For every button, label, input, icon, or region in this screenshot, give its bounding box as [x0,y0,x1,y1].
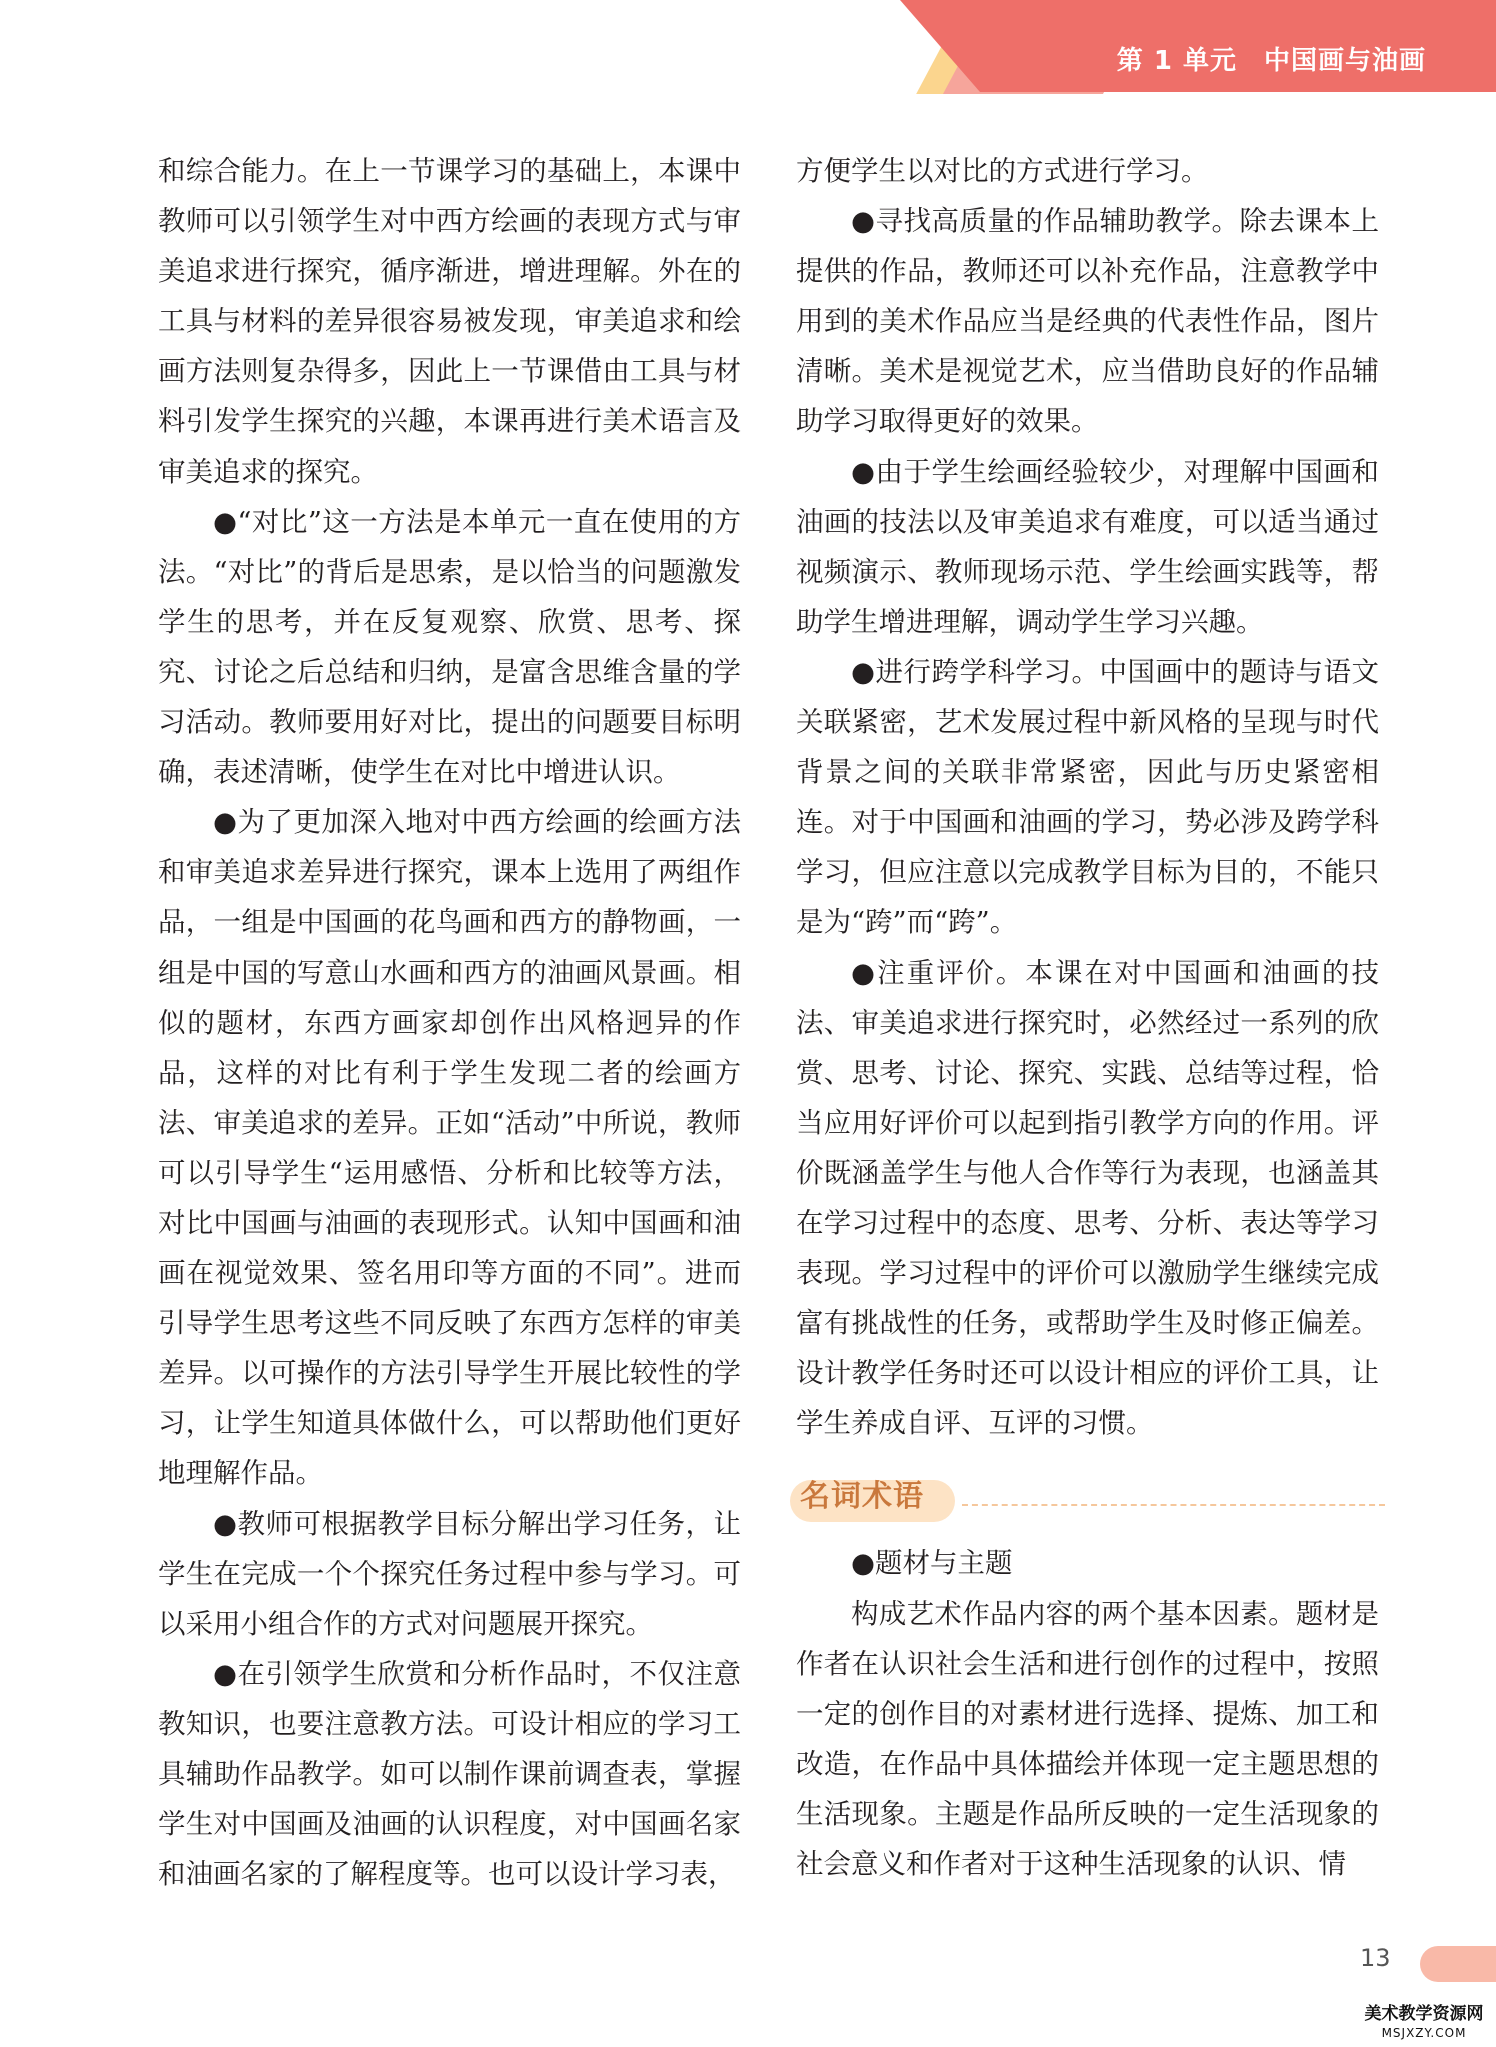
left-column [158,146,741,1899]
right-column [796,146,1379,1889]
watermark-url: MSJXZY.COM [1381,2026,1467,2040]
glossary-definition: 构成艺术作品内容的两个基本因素。题材是作者在认识社会生活和进行创作的过程中，按照一定的创作目的对素材进行选择、提炼、加工和改造，在作品中具体描绘并体现一定主题思想的生活现象。主题是作品所反映的一定生活现象的社会意义和作者对于这种生活现象的认识、情 [796,1597,1379,1880]
glossary-term: ●题材与主题 [851,1547,1013,1580]
unit-title: 第 1 单元 中国画与油画 [1116,46,1426,76]
paragraph: ●为了更加深入地对中西方绘画的绘画方法和审美追求差异进行探究，课本上选用了两组作品，一组是中国画的花鸟画和西方的静物画，一组是中国的写意山水画和西方的油画风景画。相似的题材，东西方画家却创作出风格迥异的作品，这样的对比有利于学生发现二者的绘画方法、审美追求的差异。正如“活动”中所说，教师可以引导学生“运用感悟、分析和比较等方法，对比中国画与油画的表现形式。认知中国画和油画在视觉效果、签名用印等方面的不同”。进而引导学生思考这些不同反映了东西方怎样的审美差异。以可操作的方法引导学生开展比较性的学习，让学生知道具体做什么，可以帮助他们更好地理解作品。 [158,806,741,1490]
paragraph: ●在引领学生欣赏和分析作品时，不仅注意教知识，也要注意教方法。可设计相应的学习工具辅助作品教学。如可以制作课前调查表，掌握学生对中国画及油画的认识程度，对中国画名家和油画名家的了解程度等。也可以设计学习表， [158,1657,741,1891]
glossary-heading [790,1474,1379,1524]
page-number: 13 [1360,1944,1391,1972]
paragraph: ●寻找高质量的作品辅助教学。除去课本上提供的作品，教师还可以补充作品，注意教学中用到的美术作品应当是经典的代表性作品，图片清晰。美术是视觉艺术，应当借助良好的作品辅助学习取得更好的效果。 [796,205,1379,438]
watermark-name: 美术教学资源网 [1364,2004,1484,2024]
paragraph: ●由于学生绘画经验较少，对理解中国画和油画的技法以及审美追求有难度，可以适当通过视频演示、教师现场示范、学生绘画实践等，帮助学生增进理解，调动学生学习兴趣。 [796,455,1379,638]
paragraph: ●注重评价。本课在对中国画和油画的技法、审美追求进行探究时，必然经过一系列的欣赏、思考、讨论、探究、实践、总结等过程，恰当应用好评价可以起到指引教学方向的作用。评价既涵盖学生与他人合作等行为表现，也涵盖其在学习过程中的态度、思考、分析、表达等学习表现。学习过程中的评价可以激励学生继续完成富有挑战性的任务，或帮助学生及时修正偏差。设计教学任务时还可以设计相应的评价工具，让学生养成自评、互评的习惯。 [796,956,1379,1440]
glossary-title: 名词术语 [800,1479,924,1515]
paragraph: ●教师可根据教学目标分解出学习任务，让学生在完成一个个探究任务过程中参与学习。可以采用小组合作的方式对问题展开探究。 [158,1507,741,1640]
paragraph: 方便学生以对比的方式进行学习。 [796,155,1209,187]
paragraph: ●进行跨学科学习。中国画中的题诗与语文关联紧密，艺术发展过程中新风格的呈现与时代背景之间的关联非常紧密，因此与历史紧密相连。对于中国画和油画的学习，势必涉及跨学科学习，但应注意以完成教学目标为目的，不能只是为“跨”而“跨”。 [796,655,1379,939]
glossary-divider [962,1504,1385,1506]
paragraph: 和综合能力。在上一节课学习的基础上，本课中教师可以引领学生对中西方绘画的表现方式与审美追求进行探究，循序渐进，增进理解。外在的工具与材料的差异很容易被发现，审美追求和绘画方法则复杂得多，因此上一节课借由工具与材料引发学生探究的兴趣，本课再进行美术语言及审美追求的探究。 [158,155,741,488]
watermark [1352,2006,1496,2039]
paragraph: ●“对比”这一方法是本单元一直在使用的方法。“对比”的背后是思索，是以恰当的问题激发学生的思考，并在反复观察、欣赏、思考、探究、讨论之后总结和归纳，是富含思维含量的学习活动。教师要用好对比，提出的问题要目标明确，表述清晰，使学生在对比中增进认识。 [158,505,741,789]
footer-tab [1420,1946,1496,1982]
